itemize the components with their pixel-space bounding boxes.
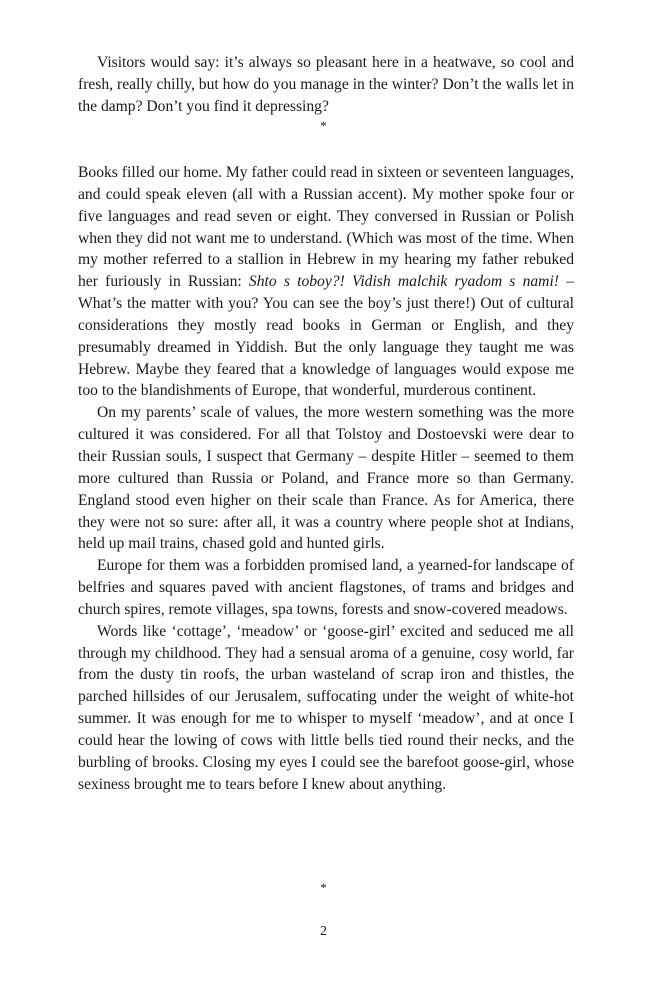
paragraph-books xyxy=(78,162,574,402)
paragraph-visitors: Visitors would say: it’s always so pleasant here in a heatwave, so cool and fresh, really chilly, but how do you manage in the winter? Don’t the walls let in the damp? Don’t you find it depressing? xyxy=(78,54,574,115)
text-block-top xyxy=(78,52,574,118)
paragraph-books-end: – What’s the matter with you? You can see the boy’s just there!) Out of cultural considerations they mostly read books in German or English, and they presumably dreamed in Yiddish. But the only language they taught me was Hebrew. Maybe they feared that a knowledge of languages would expose me too to the blandishments of Europe, that wonderful, murderous continent. xyxy=(78,273,574,400)
paragraph-europe: Europe for them was a forbidden promised land, a yearned-for landscape of belfries and squares paved with ancient flagstones, of trams and bridges and church spires, remote villages, spa towns, forests and snow-covered meadows. xyxy=(78,557,574,618)
text-block-main xyxy=(78,162,574,795)
section-separator: * xyxy=(320,118,327,133)
section-separator: * xyxy=(320,880,327,895)
paragraph-books-start: Books filled our home. My father could read in sixteen or seventeen languages, and could speak eleven (all with a Russian accent). My mother spoke four or five languages and read seven or eight. They conversed in Russian or Polish when they did not want me to understand. (Which was most of the time. When my mother referred to a stallion in Hebrew in my hearing my father rebuked her furiously in Russian: xyxy=(78,164,574,291)
paragraph-words: Words like ‘cottage’, ‘meadow’ or ‘goose-girl’ excited and seduced me all through my childhood. They had a sensual aroma of a genuine, cosy world, far from the dusty tin roofs, the urban wasteland of scrap iron and thistles, the parched hillsides of our Jerusalem, suffocating under the weight of white-hot summer. It was enough for me to whisper to myself ‘meadow’, and at once I could hear the lowing of cows with little bells tied round their necks, and the burbling of brooks. Closing my eyes I could see the barefoot goose-girl, whose sexiness brought me to tears before I knew about anything. xyxy=(78,622,574,793)
paragraph-scale-of-values: On my parents’ scale of values, the more western something was the more cultured it was considered. For all that Tolstoy and Dostoevski were dear to their Russian souls, I suspect that Germany – despite Hitler – seemed to them more cultured than Russia or Poland, and France more so than Germany. England stood even higher on their scale than France. As for America, there they were not so sure: after all, it was a country where people shot at Indians, held up mail trains, chased gold and hunted girls. xyxy=(78,404,574,553)
page-number: 2 xyxy=(320,924,327,939)
russian-quote: Shto s toboy?! Vidish malchik ryadom s nami! xyxy=(248,273,559,291)
